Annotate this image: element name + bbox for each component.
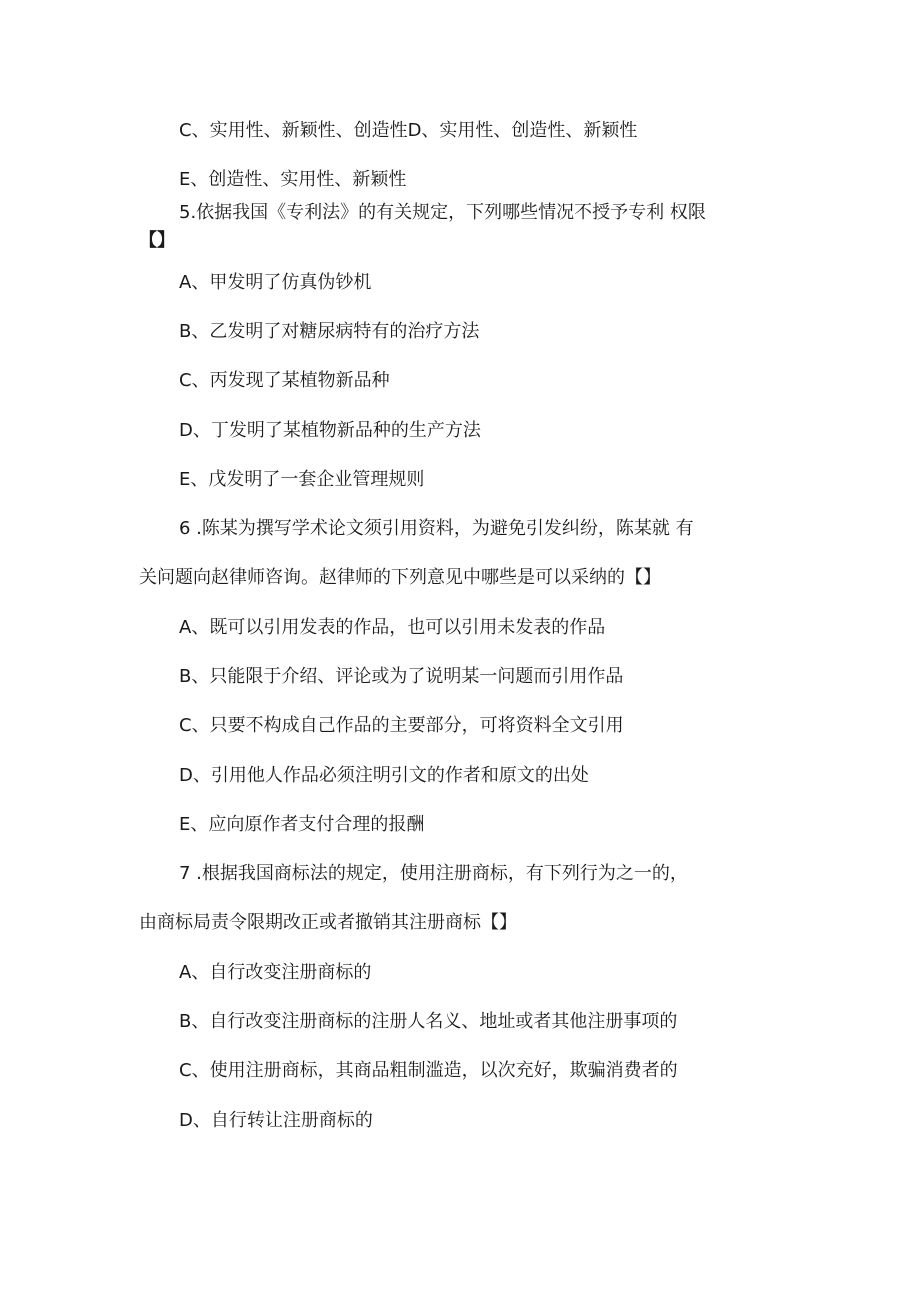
q7-option-b: B、自行改变注册商标的注册人名义、地址或者其他注册事项的 bbox=[179, 1011, 678, 1032]
q7-stem-line1: 7 .根据我国商标法的规定，使用注册商标，有下列行为之一的， bbox=[179, 863, 688, 884]
q6-stem-line1: 6 .陈某为撰写学术论文须引用资料，为避免引发纠纷，陈某就 有 bbox=[179, 518, 694, 539]
q5-stem-line1: 5.依据我国《专利法》的有关规定，下列哪些情况不授予专利 权限 bbox=[179, 202, 706, 223]
q6-stem-line2: 关问题向赵律师咨询。赵律师的下列意见中哪些是可以采纳的【】 bbox=[139, 567, 661, 588]
q5-option-c: C、丙发现了某植物新品种 bbox=[179, 370, 390, 391]
q6-option-d: D、引用他人作品必须注明引文的作者和原文的出处 bbox=[179, 765, 589, 786]
q5-option-e: E、戊发明了一套企业管理规则 bbox=[179, 469, 425, 490]
q6-option-b: B、只能限于介绍、评论或为了说明某一问题而引用作品 bbox=[179, 666, 624, 687]
q7-stem-line2: 由商标局责令限期改正或者撤销其注册商标【】 bbox=[139, 912, 517, 933]
q7-option-c: C、使用注册商标，其商品粗制滥造，以次充好，欺骗消费者的 bbox=[179, 1060, 678, 1081]
q6-option-e: E、应向原作者支付合理的报酬 bbox=[179, 814, 425, 835]
q5-option-d: D、丁发明了某植物新品种的生产方法 bbox=[179, 420, 481, 441]
q5-option-a: A、甲发明了仿真伪钞机 bbox=[179, 272, 372, 293]
q4-option-e: E、创造性、实用性、新颖性 bbox=[179, 169, 407, 190]
q4-option-c-d: C、实用性、新颖性、创造性D、实用性、创造性、新颖性 bbox=[179, 120, 638, 141]
q7-option-d: D、自行转让注册商标的 bbox=[179, 1110, 373, 1131]
q6-option-a: A、既可以引用发表的作品，也可以引用未发表的作品 bbox=[179, 617, 606, 638]
q5-option-b: B、乙发明了对糖尿病特有的治疗方法 bbox=[179, 321, 480, 342]
q7-option-a: A、自行改变注册商标的 bbox=[179, 962, 372, 983]
q6-option-c: C、只要不构成自己作品的主要部分，可将资料全文引用 bbox=[179, 715, 624, 736]
q5-stem-line2: 【】 bbox=[139, 230, 175, 251]
